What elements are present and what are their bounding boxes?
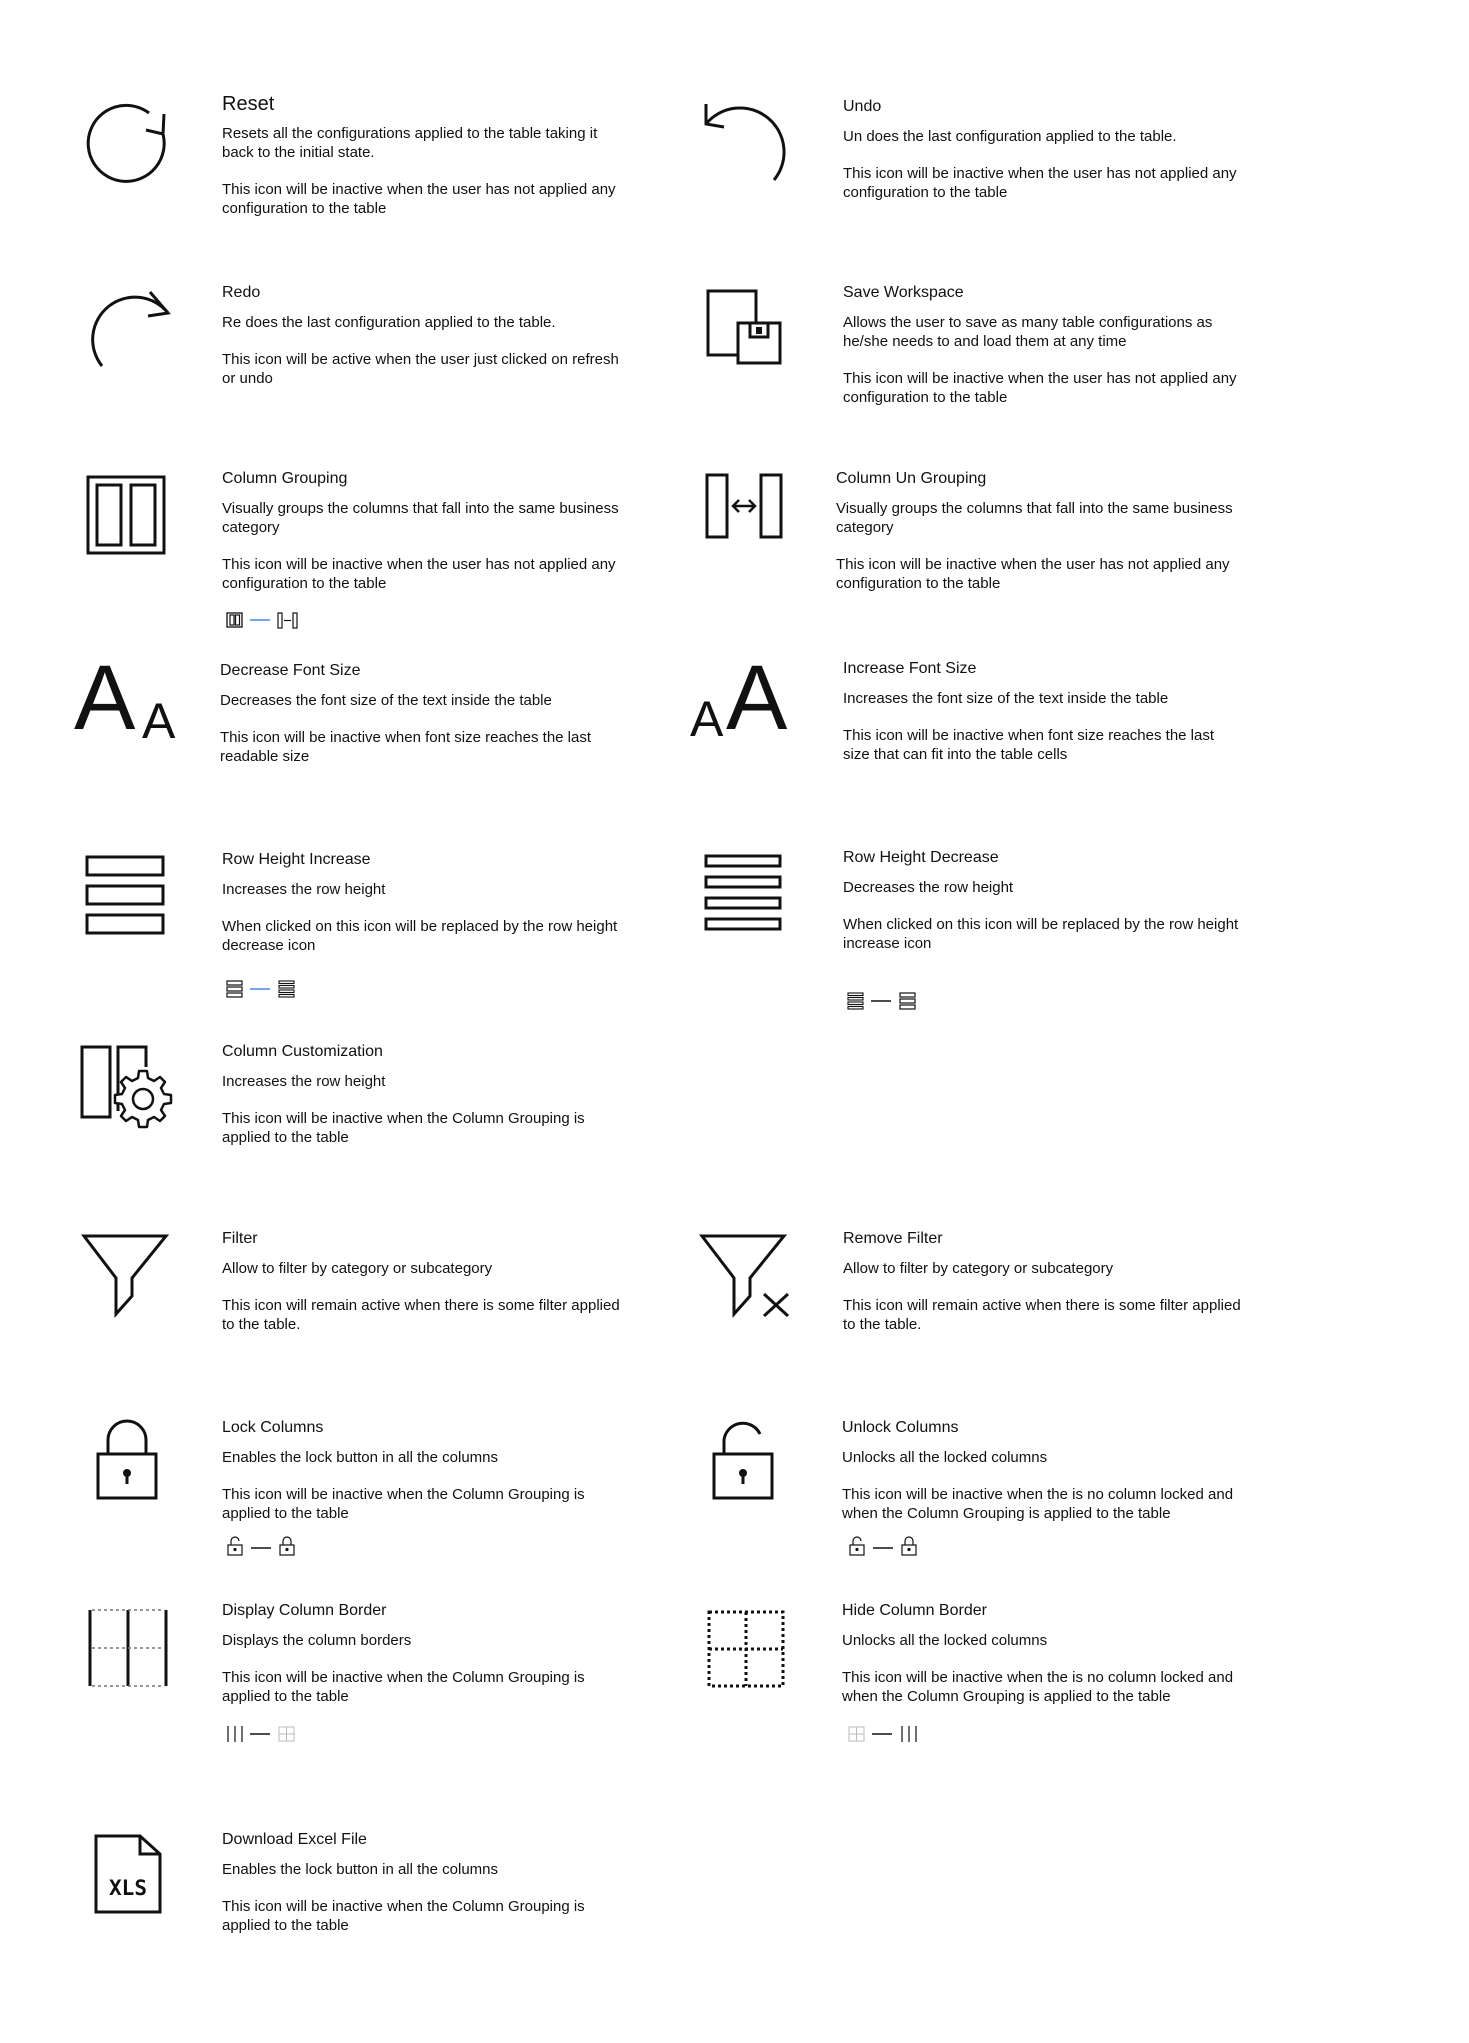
- column-grouping-mini-icon: [227, 613, 242, 627]
- entry-note: This icon will be inactive when the user has not applied any configuration to the table: [836, 556, 1230, 592]
- save-workspace-icon[interactable]: [706, 289, 782, 365]
- entry-description: Increases the row height: [222, 1073, 386, 1090]
- lock-icon[interactable]: [96, 1420, 158, 1502]
- entry-note: This icon will be inactive when the user has not applied any configuration to the table: [222, 556, 616, 592]
- entry-title: Save Workspace: [843, 284, 964, 301]
- entry-title: Column Customization: [222, 1043, 383, 1060]
- reset-icon[interactable]: [88, 102, 174, 188]
- display-border-mini-icon: [902, 1726, 916, 1742]
- entry-title: Unlock Columns: [842, 1419, 959, 1436]
- lock-mini-icon: [280, 1537, 294, 1555]
- font-glyph-large: A: [74, 647, 136, 749]
- remove-filter-icon[interactable]: [700, 1234, 792, 1318]
- hide-border-mini-icon: [279, 1727, 294, 1741]
- entry-title: Increase Font Size: [843, 660, 977, 677]
- file-type-label: XLS: [109, 1876, 147, 1900]
- column-border-toggle-states: [226, 1725, 300, 1743]
- entry-title: Filter: [222, 1230, 258, 1247]
- column-grouping-icon[interactable]: [86, 475, 166, 555]
- entry-title: Download Excel File: [222, 1831, 367, 1848]
- lock-mini-icon: [902, 1537, 916, 1555]
- entry-title: Lock Columns: [222, 1419, 324, 1436]
- display-column-border-icon[interactable]: [88, 1608, 168, 1688]
- row-height-increase-mini-icon: [227, 981, 242, 997]
- display-border-mini-icon: [228, 1726, 242, 1742]
- entry-title: Reset: [222, 93, 275, 115]
- entry-description: Allow to filter by category or subcategory: [222, 1260, 493, 1277]
- entry-note: This icon will remain active when there is some filter applied to the table.: [222, 1297, 620, 1333]
- entry-title: Remove Filter: [843, 1230, 943, 1247]
- unlock-mini-icon: [850, 1537, 864, 1555]
- entry-description: Unlocks all the locked columns: [842, 1449, 1048, 1466]
- entry-description: Decreases the row height: [843, 879, 1014, 896]
- column-customization-icon[interactable]: [80, 1045, 172, 1129]
- entry-description: Increases the row height: [222, 881, 386, 898]
- grouping-toggle-states: [226, 611, 300, 629]
- entry-note: This icon will be inactive when the is no column locked and when the Column Grouping is applied to the table: [842, 1669, 1234, 1705]
- row-height-decrease-mini-icon: [848, 993, 863, 1009]
- row-height-increase-icon[interactable]: [85, 855, 165, 937]
- entry-description: Unlocks all the locked columns: [842, 1632, 1048, 1649]
- column-ungrouping-icon[interactable]: [705, 473, 783, 539]
- entry-description: Displays the column borders: [222, 1632, 412, 1649]
- entry-description: Resets all the configurations applied to the table taking it back to the initial state.: [222, 125, 598, 161]
- entry-note: This icon will be inactive when the user has not applied any configuration to the table: [843, 165, 1237, 201]
- row-height-decrease-mini-icon: [279, 981, 294, 997]
- entry-description: Visually groups the columns that fall into the same business category: [222, 500, 619, 536]
- font-glyph-small: A: [142, 693, 176, 749]
- entry-note: This icon will be inactive when the user has not applied any configuration to the table: [843, 370, 1237, 406]
- entry-note: This icon will be inactive when the Column Grouping is applied to the table: [222, 1898, 585, 1934]
- entry-description: Allow to filter by category or subcategory: [843, 1260, 1114, 1277]
- filter-icon[interactable]: [82, 1234, 170, 1318]
- row-height-decrease-icon[interactable]: [704, 854, 782, 932]
- entry-note: This icon will be inactive when the Column Grouping is applied to the table: [222, 1110, 585, 1146]
- row-height-increase-mini-icon: [900, 993, 915, 1009]
- entry-note: This icon will be inactive when the Column Grouping is applied to the table: [222, 1669, 585, 1705]
- entry-description: Enables the lock button in all the columns: [222, 1449, 498, 1466]
- unlock-icon[interactable]: [712, 1420, 774, 1502]
- entry-title: Row Height Decrease: [843, 849, 999, 866]
- entry-note: This icon will be inactive when the is no column locked and when the Column Grouping is applied to the table: [842, 1486, 1234, 1522]
- entry-title: Display Column Border: [222, 1602, 387, 1619]
- lock-toggle-states: [227, 1536, 301, 1556]
- entry-note: This icon will be inactive when the Column Grouping is applied to the table: [222, 1486, 585, 1522]
- entry-description: Re does the last configuration applied to the table.: [222, 314, 556, 331]
- entry-description: Enables the lock button in all the columns: [222, 1861, 498, 1878]
- entry-description: Un does the last configuration applied to the table.: [843, 128, 1177, 145]
- entry-description: Visually groups the columns that fall into the same business category: [836, 500, 1233, 536]
- font-glyph-small: A: [690, 691, 724, 747]
- entry-title: Hide Column Border: [842, 1602, 987, 1619]
- unlock-mini-icon: [228, 1537, 242, 1555]
- column-ungrouping-mini-icon: [278, 613, 297, 628]
- undo-icon[interactable]: [702, 100, 784, 184]
- entry-description: Increases the font size of the text inside the table: [843, 690, 1169, 707]
- hide-column-border-icon[interactable]: [707, 1610, 785, 1688]
- redo-icon[interactable]: [88, 288, 172, 370]
- entry-title: Decrease Font Size: [220, 662, 361, 679]
- entry-note: This icon will be active when the user just clicked on refresh or undo: [222, 351, 619, 387]
- entry-title: Redo: [222, 284, 261, 301]
- entry-description: Allows the user to save as many table configurations as he/she needs to and load them at any time: [843, 314, 1213, 350]
- entry-note: This icon will remain active when there is some filter applied to the table.: [843, 1297, 1241, 1333]
- entry-description: Decreases the font size of the text inside the table: [220, 692, 552, 709]
- entry-note: When clicked on this icon will be replaced by the row height increase icon: [843, 916, 1239, 952]
- entry-title: Column Grouping: [222, 470, 348, 487]
- hide-border-mini-icon: [849, 1727, 864, 1741]
- entry-title: Undo: [843, 98, 882, 115]
- unlock-toggle-states: [849, 1536, 923, 1556]
- entry-note: When clicked on this icon will be replaced by the row height decrease icon: [222, 918, 618, 954]
- decrease-font-size-icon[interactable]: [74, 647, 184, 752]
- row-height-decrease-toggle-states: [847, 992, 921, 1010]
- entry-title: Column Un Grouping: [836, 470, 987, 487]
- entry-note: This icon will be inactive when font size reaches the last size that can fit into the table cells: [843, 727, 1215, 763]
- excel-file-icon[interactable]: [94, 1834, 162, 1914]
- increase-font-size-icon[interactable]: [690, 647, 800, 752]
- hide-border-toggle-states: [848, 1725, 922, 1743]
- entry-title: Row Height Increase: [222, 851, 371, 868]
- row-height-toggle-states: [226, 980, 300, 998]
- entry-note: This icon will be inactive when the user has not applied any configuration to the table: [222, 181, 616, 217]
- entry-note: This icon will be inactive when font size reaches the last readable size: [220, 729, 592, 765]
- font-glyph-large: A: [726, 647, 788, 749]
